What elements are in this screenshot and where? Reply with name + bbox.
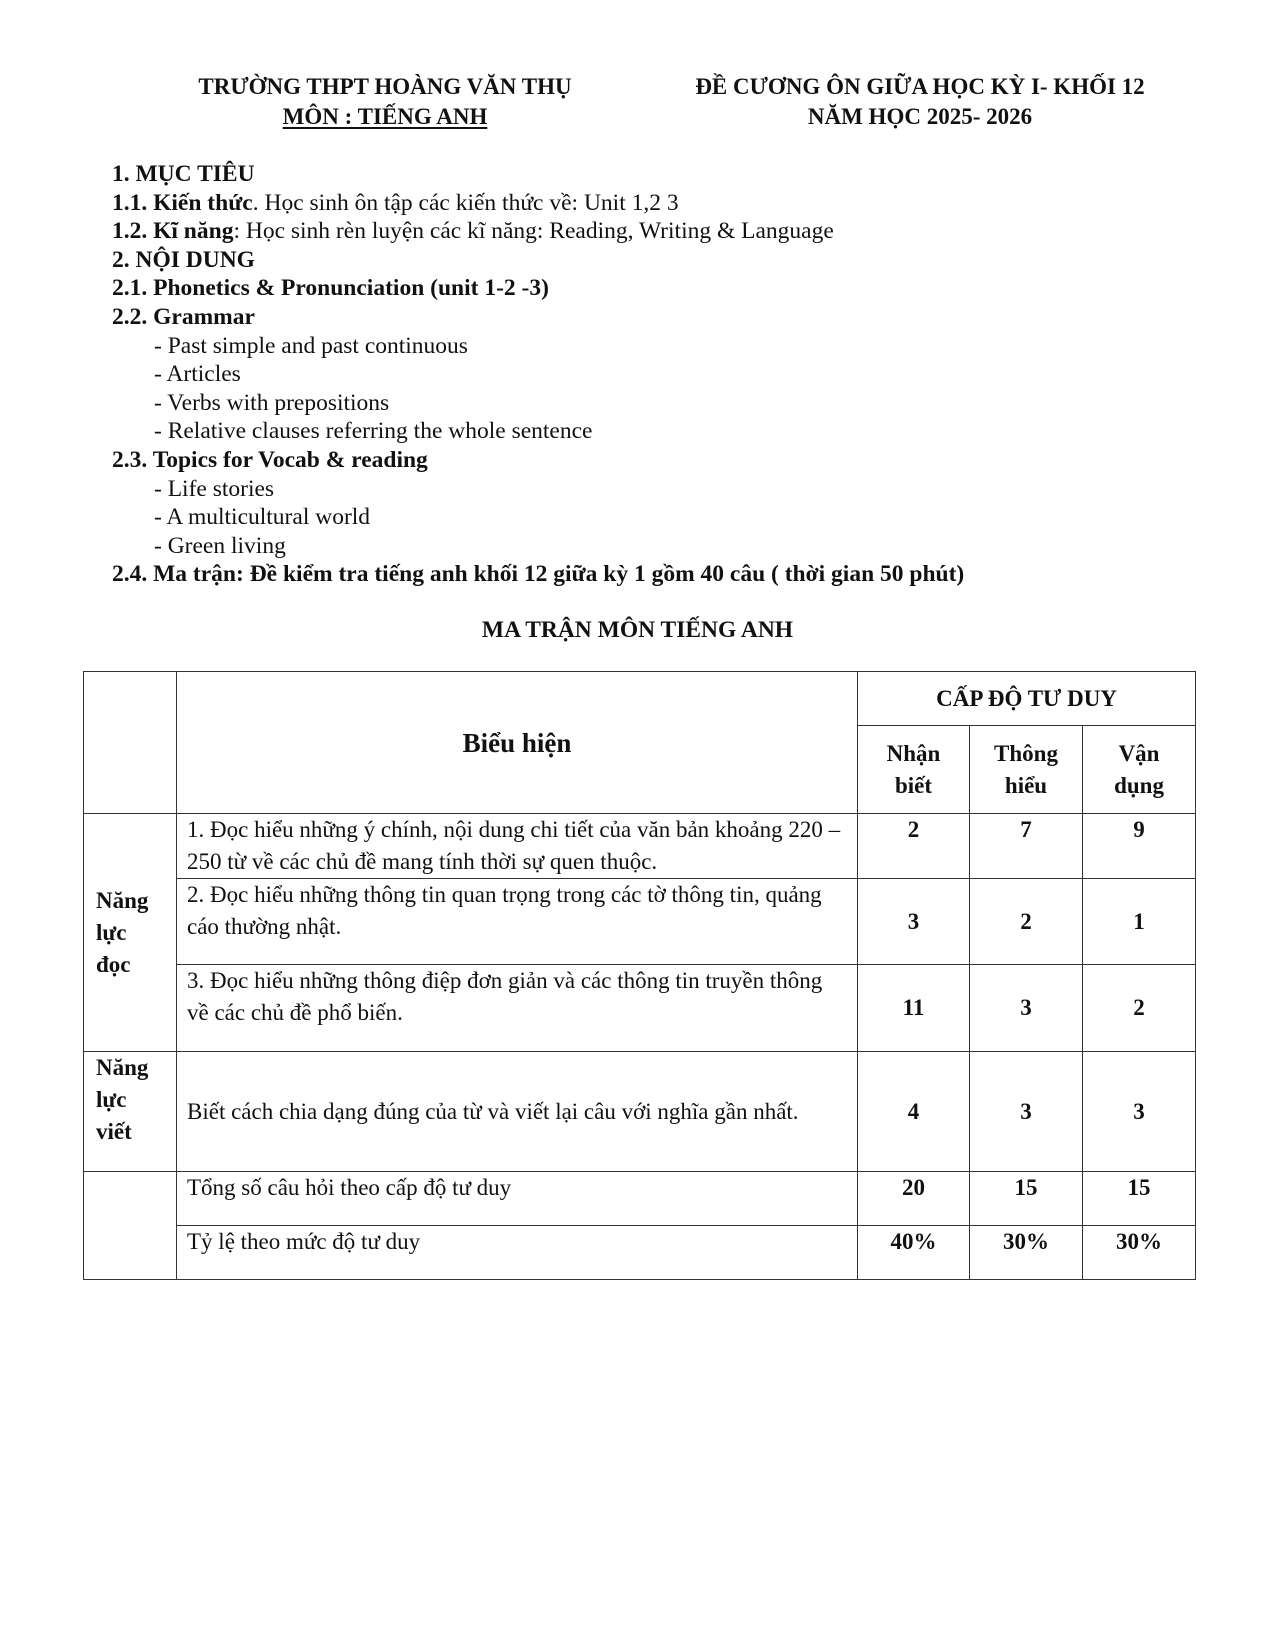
table-row [84, 879, 1196, 965]
row-description: 2. Đọc hiểu những thông tin quan trọng trong các tờ thông tin, quảng cáo thường nhật. [177, 879, 858, 965]
count-thong-hieu: 2 [970, 879, 1083, 965]
table-row [84, 814, 1196, 879]
cap-do-header: CẤP ĐỘ TƯ DUY [858, 672, 1196, 726]
row-description: 3. Đọc hiểu những thông điệp đơn giản và các thông tin truyền thông về các chủ đề phổ biến. [177, 965, 858, 1052]
section-skills [112, 217, 1172, 246]
count-van-dung: 1 [1083, 879, 1196, 965]
ratio-row [84, 1226, 1196, 1280]
knowledge-label: 1.1. Kiến thức [112, 189, 253, 216]
table-row [84, 1052, 1196, 1172]
topic-item: - Life stories [154, 475, 275, 502]
ratio-thong-hieu: 30% [970, 1226, 1083, 1280]
section-objectives: 1. MỤC TIÊU [112, 161, 255, 187]
total-row [84, 1172, 1196, 1226]
row-description: Biết cách chia dạng đúng của từ và viết lại câu với nghĩa gần nhất. [177, 1052, 858, 1172]
total-thong-hieu: 15 [970, 1172, 1083, 1226]
empty-corner-cell [84, 672, 177, 814]
section-grammar: 2.2. Grammar [112, 303, 255, 330]
matrix-title: MA TRẬN MÔN TIẾNG ANH [481, 617, 794, 643]
outline [112, 160, 1172, 589]
group-reading: Năng lực đọc [84, 814, 177, 1052]
bieu-hien-header: Biểu hiện [177, 672, 858, 814]
ratio-nhan-biet: 40% [858, 1226, 970, 1280]
document-header [650, 72, 1190, 132]
level-nhan-biet: Nhận biết [858, 726, 970, 814]
count-van-dung: 9 [1083, 814, 1196, 879]
total-label: Tổng số câu hỏi theo cấp độ tư duy [177, 1172, 858, 1226]
skills-text: : Học sinh rèn luyện các kĩ năng: Reading, Writing & Language [233, 218, 834, 245]
empty-summary-cell [84, 1172, 177, 1280]
grammar-item: - Past simple and past continuous [154, 332, 468, 359]
count-thong-hieu: 3 [970, 965, 1083, 1052]
section-content: 2. NỘI DUNG [112, 246, 255, 273]
ratio-van-dung: 30% [1083, 1226, 1196, 1280]
row-description: 1. Đọc hiểu những ý chính, nội dung chi tiết của văn bản khoảng 220 – 250 từ về các chủ đề mang tính thời sự quen thuộc. [177, 814, 858, 879]
total-nhan-biet: 20 [858, 1172, 970, 1226]
skills-label: 1.2. Kĩ năng [112, 218, 234, 245]
school-year: NĂM HỌC 2025- 2026 [807, 104, 1033, 129]
document-title: ĐỀ CƯƠNG ÔN GIỮA HỌC KỲ I- KHỐI 12 [695, 74, 1145, 99]
table-row [84, 965, 1196, 1052]
section-knowledge [112, 189, 1172, 218]
count-van-dung: 2 [1083, 965, 1196, 1052]
subject-name: MÔN : TIẾNG ANH [282, 104, 488, 129]
ratio-label: Tỷ lệ theo mức độ tư duy [177, 1226, 858, 1280]
table-header-row [84, 672, 1196, 726]
count-nhan-biet: 3 [858, 879, 970, 965]
grammar-item: - Verbs with prepositions [154, 389, 390, 416]
count-thong-hieu: 7 [970, 814, 1083, 879]
level-van-dung: Vận dụng [1083, 726, 1196, 814]
section-phonetics: 2.1. Phonetics & Pronunciation (unit 1-2 -3) [112, 275, 549, 302]
group-writing: Năng lực viết [84, 1052, 177, 1172]
knowledge-text: . Học sinh ôn tập các kiến thức về: Unit 1,2 3 [252, 189, 679, 216]
section-topics: 2.3. Topics for Vocab & reading [112, 446, 428, 473]
count-nhan-biet: 11 [858, 965, 970, 1052]
topic-item: - Green living [154, 532, 286, 559]
section-matrix: 2.4. Ma trận: Đề kiểm tra tiếng anh khối 12 giữa kỳ 1 gồm 40 câu ( thời gian 50 phút) [112, 561, 965, 588]
grammar-item: - Relative clauses referring the whole sentence [154, 418, 593, 445]
school-name: TRƯỜNG THPT HOÀNG VĂN THỤ [198, 74, 572, 99]
level-thong-hieu: Thông hiểu [970, 726, 1083, 814]
topic-item: - A multicultural world [154, 504, 371, 531]
count-nhan-biet: 4 [858, 1052, 970, 1172]
school-header [150, 72, 620, 132]
matrix-table [83, 671, 1196, 1280]
total-van-dung: 15 [1083, 1172, 1196, 1226]
count-nhan-biet: 2 [858, 814, 970, 879]
count-van-dung: 3 [1083, 1052, 1196, 1172]
grammar-item: - Articles [154, 361, 241, 388]
count-thong-hieu: 3 [970, 1052, 1083, 1172]
